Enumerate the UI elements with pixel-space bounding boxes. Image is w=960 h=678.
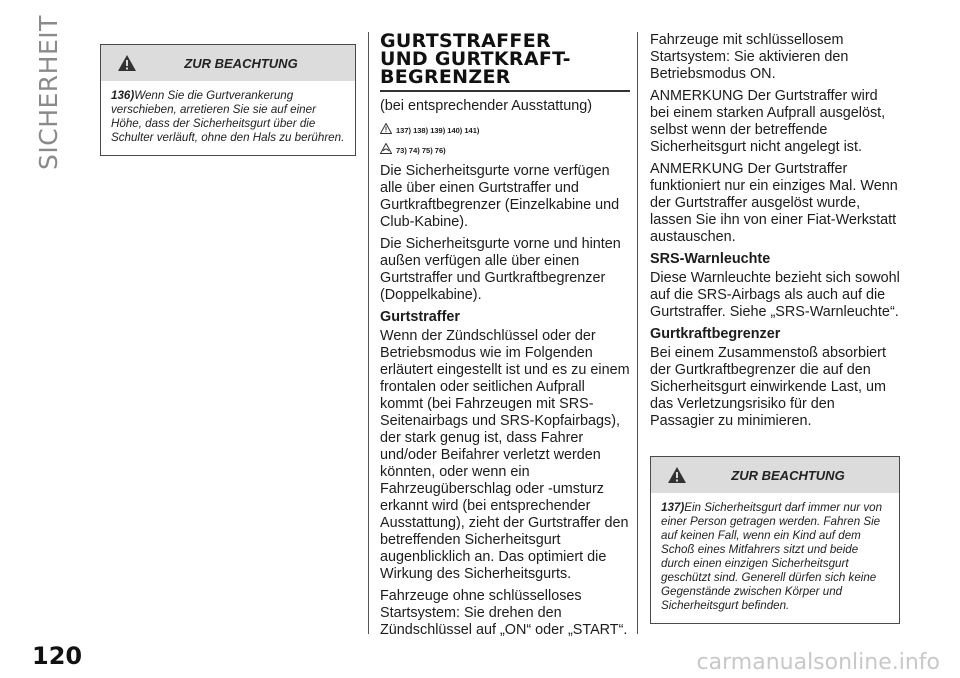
heading-line-1: GURTSTRAFFER [380, 30, 551, 52]
warning-title: ZUR BEACHTUNG [731, 467, 845, 483]
caution-refs [380, 140, 630, 160]
subheading-gurtstraffer: Gurtstraffer [380, 309, 460, 325]
caution-ref-icon [380, 141, 392, 159]
warning-title: ZUR BEACHTUNG [184, 55, 298, 71]
caution-refs-text: 73) 74) 75) 76) [396, 145, 446, 155]
warning-triangle-icon [667, 466, 687, 489]
warning-refs [380, 120, 630, 140]
warning-body: Wenn Sie die Gurtverankerung verschieben, arretieren Sie sie auf einer Höhe, dass der Sicherheitsgurt über die Schulter verläuft, ohne den Hals zu berühren. [111, 89, 345, 144]
warning-refs-text: 137) 138) 139) 140) 141) [396, 125, 480, 135]
middle-column [380, 32, 630, 644]
paragraph: ANMERKUNG Der Gurtstraffer wird bei einem starken Aufprall ausgelöst, selbst wenn der betreffende Sicherheitsgurt nicht angelegt ist. [650, 88, 886, 155]
paragraph: Bei einem Zusammenstoß absorbiert der Gurtkraftbegrenzer die auf den Sicherheitsgurt einwirkende Last, um das Verletzungsrisiko für den Passagier zu minimieren. [650, 345, 886, 429]
paragraph: Fahrzeuge ohne schlüsselloses Startsystem: Sie drehen den Zündschlüssel auf „ON“ oder „START“. [380, 588, 628, 638]
column-divider-right [637, 32, 638, 634]
warning-number: 137) [661, 501, 685, 514]
paragraph: Die Sicherheitsgurte vorne und hinten außen verfügen alle über einen Gurtstraffer und Gurtkraftbegrenzer (Doppelkabine). [380, 236, 621, 303]
subheading-srs-warnleuchte: SRS-Warnleuchte [650, 251, 771, 267]
watermark: carmanualsonline.info [696, 650, 940, 675]
warning-box-137 [650, 456, 900, 624]
warning-body: Ein Sicherheitsgurt darf immer nur von einer Person getragen werden. Fahren Sie auf keinen Fall, wenn ein Kind auf dem Schoß eines Mitfahrers sitzt und beide durch einen einzigen Sicherheitsgurt geschützt sind. Generell dürfen sich keine Gegenstände zwischen Körper und Sicherheitsgurt befinden. [661, 501, 883, 612]
warning-header [101, 45, 355, 81]
column-divider-left [368, 32, 369, 634]
warning-header [651, 457, 899, 493]
paragraph: Diese Warnleuchte bezieht sich sowohl auf die SRS-Airbags als auch auf die Gurtstraffer. Siehe „SRS-Warnleuchte“. [650, 270, 900, 320]
warning-triangle-icon [117, 54, 137, 77]
heading-line-3: BEGRENZER [380, 66, 511, 88]
section-title: SICHERHEIT [34, 15, 63, 170]
paragraph: Die Sicherheitsgurte vorne verfügen alle über einen Gurtstraffer und Gurtkraftbegrenzer (Einzelkabine und Club-Kabine). [380, 163, 620, 230]
warning-number: 136) [111, 89, 135, 102]
section-heading [380, 32, 630, 86]
paragraph: ANMERKUNG Der Gurtstraffer funktioniert nur ein einziges Mal. Wenn der Gurtstraffer ausgelöst wurde, lassen Sie ihn von einer Fiat-Werkstatt austauschen. [650, 161, 898, 245]
left-column [100, 44, 356, 156]
heading-line-2: UND GURTKRAFT- [380, 48, 571, 70]
subheading-gurtkraftbegrenzer: Gurtkraftbegrenzer [650, 326, 781, 342]
paragraph: Fahrzeuge mit schlüssellosem Startsystem: Sie aktivieren den Betriebsmodus ON. [650, 32, 849, 82]
paragraph: Wenn der Zündschlüssel oder der Betriebsmodus wie im Folgenden erläutert eingestellt ist und es zu einem frontalen oder seitlichen Aufprall kommt (bei Fahrzeugen mit SRS-Seitenairbags und SRS-Kopfairbags), der stark genug ist, dass Fahrer und/oder Beifahrer verletzt werden könnten, oder wenn ein Fahrzeugüberschlag oder -umsturz erkannt wird (bei entsprechender Ausstattung), zieht der Gurtstraffer den betreffenden Sicherheitsgurt augenblicklich an. Das optimiert die Wirkung des Sicherheitsgurts. [380, 328, 630, 582]
heading-underline [380, 90, 630, 92]
warning-text [101, 81, 355, 155]
warning-text [651, 493, 899, 623]
page-number: 120 [32, 642, 83, 670]
warning-ref-icon [380, 121, 392, 139]
warning-box-136 [100, 44, 356, 156]
right-column [650, 32, 900, 624]
intro-text: (bei entsprechender Ausstattung) [380, 98, 592, 114]
